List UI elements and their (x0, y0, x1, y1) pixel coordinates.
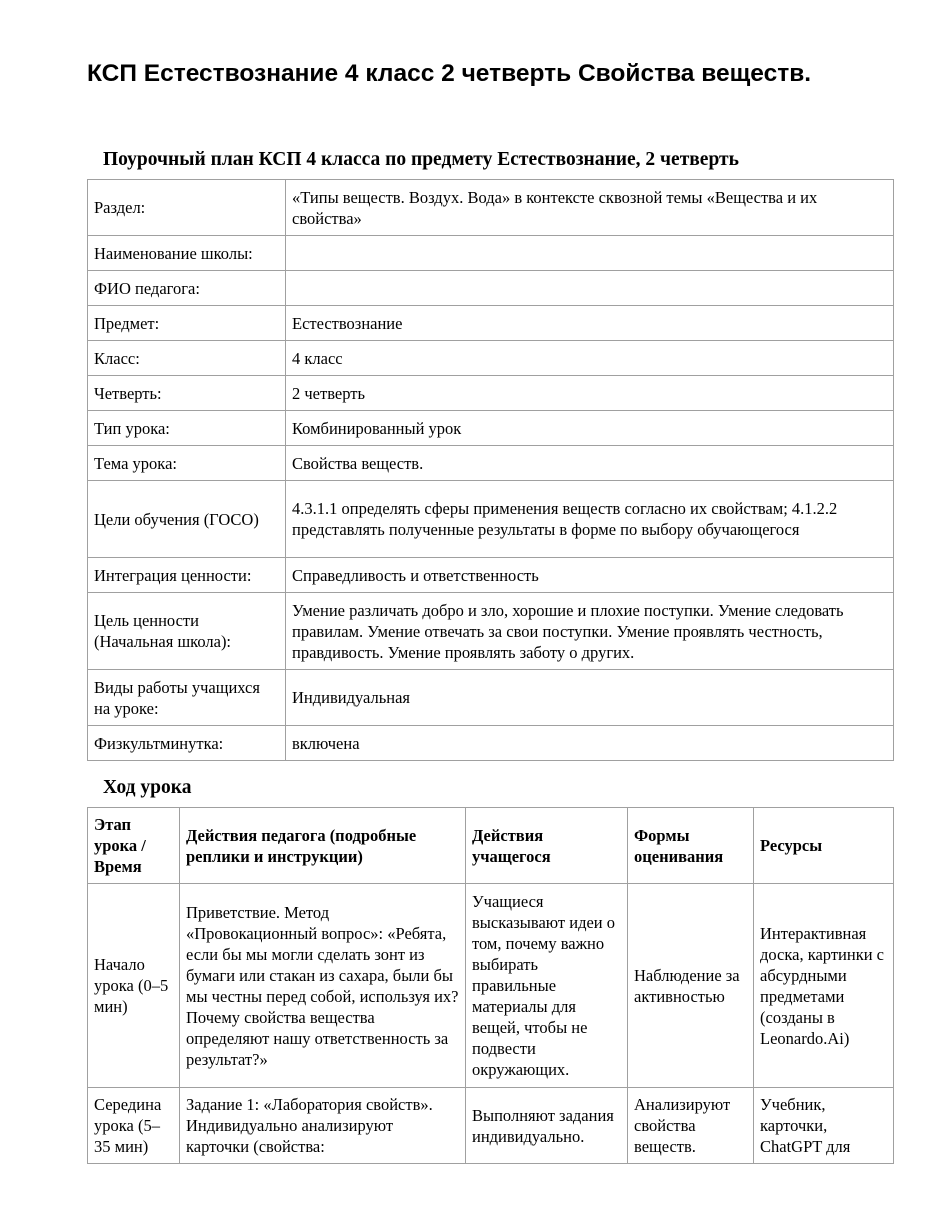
plan-heading: Поурочный план КСП 4 класса по предмету Естествознание, 2 четверть (103, 149, 739, 170)
info-value: 4.3.1.1 определять сферы применения веществ согласно их свойствам; 4.1.2.2 представлять полученные результаты в форме по выбору обучающегося (286, 481, 894, 558)
table-row (88, 271, 894, 306)
table-row (88, 726, 894, 761)
info-value: Свойства веществ. (286, 446, 894, 481)
info-value: «Типы веществ. Воздух. Вода» в контексте сквозной темы «Вещества и их свойства» (286, 180, 894, 236)
table-row (88, 670, 894, 726)
document-title: КСП Естествознание 4 класс 2 четверть Свойства веществ. (87, 60, 812, 87)
column-header-resources: Ресурсы (754, 808, 894, 884)
table-row (88, 558, 894, 593)
info-label: Интеграция ценности: (88, 558, 286, 593)
lesson-flow-heading: Ход урока (103, 777, 192, 798)
table-row (88, 236, 894, 271)
table-row (88, 481, 894, 558)
stage-cell: Начало урока (0–5 мин) (88, 884, 180, 1088)
table-row (88, 411, 894, 446)
info-value: Справедливость и ответственность (286, 558, 894, 593)
info-value: Индивидуальная (286, 670, 894, 726)
column-header-assessment: Формы оценивания (628, 808, 754, 884)
info-value (286, 271, 894, 306)
info-value: включена (286, 726, 894, 761)
column-header-student-actions: Действия учащегося (466, 808, 628, 884)
resources-cell: Учебник, карточки, ChatGPT для (754, 1088, 894, 1164)
info-label: Цели обучения (ГОСО) (88, 481, 286, 558)
info-label: ФИО педагога: (88, 271, 286, 306)
stage-cell: Середина урока (5–35 мин) (88, 1088, 180, 1164)
info-value: 4 класс (286, 341, 894, 376)
lesson-flow-table (87, 807, 894, 1164)
info-label: Тип урока: (88, 411, 286, 446)
info-label: Предмет: (88, 306, 286, 341)
info-label: Наименование школы: (88, 236, 286, 271)
info-label: Раздел: (88, 180, 286, 236)
table-row (88, 884, 894, 1088)
resources-cell: Интерактивная доска, картинки с абсурдными предметами (созданы в Leonardo.Ai) (754, 884, 894, 1088)
column-header-teacher-actions: Действия педагога (подробные реплики и инструкции) (180, 808, 466, 884)
assessment-cell: Наблюдение за активностью (628, 884, 754, 1088)
table-row (88, 306, 894, 341)
table-row (88, 376, 894, 411)
table-row (88, 1088, 894, 1164)
info-value: Естествознание (286, 306, 894, 341)
table-row (88, 341, 894, 376)
info-label: Виды работы учащихся на уроке: (88, 670, 286, 726)
student-actions-cell: Учащиеся высказывают идеи о том, почему важно выбирать правильные материалы для вещей, чтобы не подвести окружающих. (466, 884, 628, 1088)
student-actions-cell: Выполняют задания индивидуально. (466, 1088, 628, 1164)
lesson-info-table (87, 179, 894, 761)
column-header-stage: Этап урока / Время (88, 808, 180, 884)
table-header-row (88, 808, 894, 884)
info-value: Умение различать добро и зло, хорошие и плохие поступки. Умение следовать правилам. Умение отвечать за свои поступки. Умение проявлять честность, правдивость. Умение проявлять заботу о других. (286, 593, 894, 670)
info-value: 2 четверть (286, 376, 894, 411)
info-label: Четверть: (88, 376, 286, 411)
info-label: Цель ценности (Начальная школа): (88, 593, 286, 670)
info-value (286, 236, 894, 271)
info-label: Тема урока: (88, 446, 286, 481)
table-row (88, 180, 894, 236)
info-label: Физкультминутка: (88, 726, 286, 761)
info-label: Класс: (88, 341, 286, 376)
teacher-actions-cell: Задание 1: «Лаборатория свойств». Индивидуально анализируют карточки (свойства: (180, 1088, 466, 1164)
info-value: Комбинированный урок (286, 411, 894, 446)
teacher-actions-cell: Приветствие. Метод «Провокационный вопрос»: «Ребята, если бы мы могли сделать зонт из бумаги или стакан из сахара, были бы мы честны перед собой, используя их? Почему свойства вещества определяют нашу ответственность за результат?» (180, 884, 466, 1088)
assessment-cell: Анализируют свойства веществ. (628, 1088, 754, 1164)
table-row (88, 446, 894, 481)
table-row (88, 593, 894, 670)
